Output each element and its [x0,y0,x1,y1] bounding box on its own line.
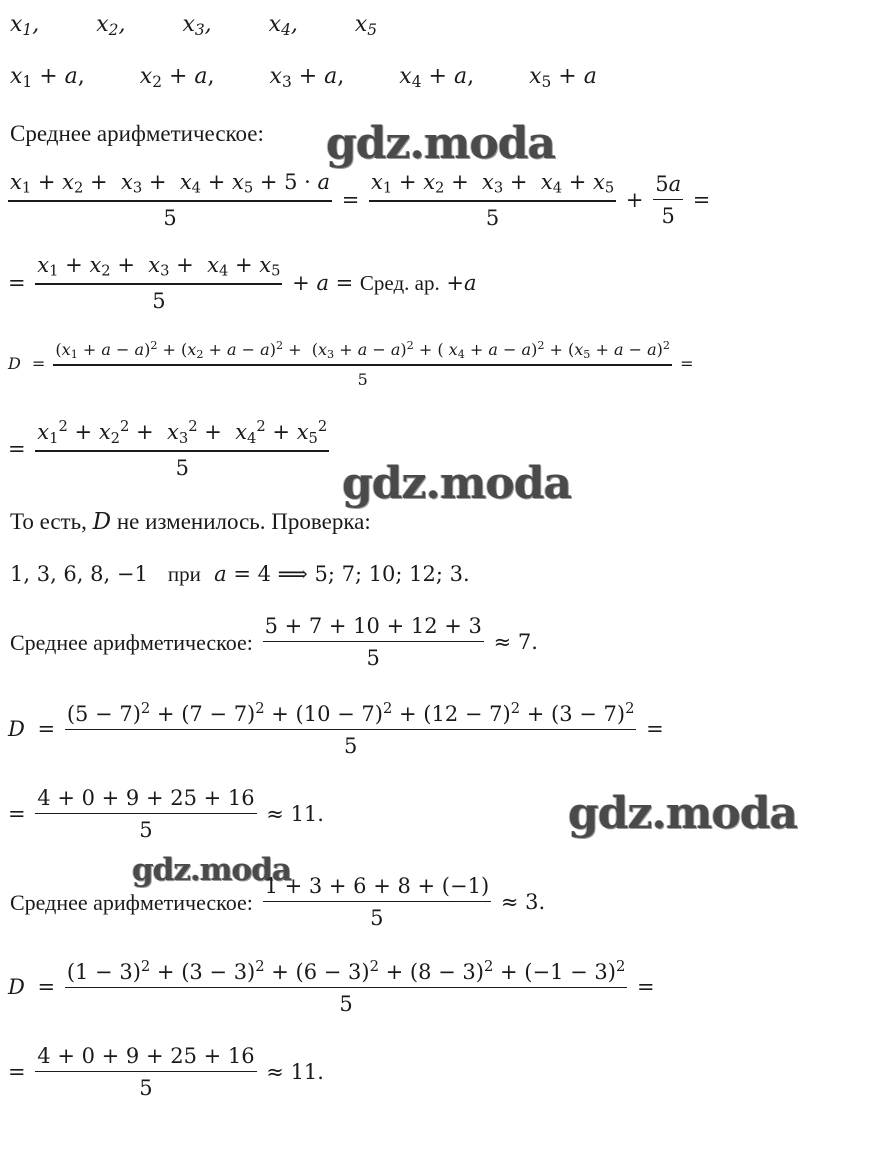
variance-result: = $\frac{x_1^2 + x_2^2 + x_3^2 + x_4^2 + x_5^2}{5}$ [8,418,328,480]
shifted-variables-row: $x_1 + a$, $x_2 + a$, $x_3 + a$, $x_4 + a$, $x_5 + a$ [10,64,597,91]
shift-mean-formula: $\frac{x_1 + x_2 + x_3 + x_4 + x_5 + 5 \cdot a}{5}$ = $\frac{x_1 + x_2 + x_3 + x_4 + x_5}{5}$ + $\frac{5a}{5}$ = [10,170,711,230]
mean-check-2: Среднее арифметическое: $\frac{1 + 3 + 6 + 8 + (-1)}{5}$ ≈ 3. [10,874,546,931]
watermark-4: gdz.moda [132,852,291,888]
variance-check-2-result: = $\frac{4 + 0 + 9 + 25 + 16}{5}$ ≈ 11. [8,1044,324,1101]
variance-check-1: D = $\frac{(5 - 7)^2 + (7 - 7)^2 + (10 - 7)^2 + (12 - 7)^2 + (3 - 7)^2}{5}$ = [8,700,664,759]
watermark-2: gdz.moda [342,458,572,509]
variables-row [10,14,377,38]
var-x1: $x_1$, [10,12,40,39]
watermark-1: gdz.moda [326,118,556,169]
variance-check-1-result: = $\frac{4 + 0 + 9 + 25 + 16}{5}$ ≈ 11. [8,786,324,843]
var-x3: $x_3$, [182,12,212,39]
variance-formula: D = $(x_1 + a - a)^2 + (x_2 + a - a)^2 + (x_3 + a - a)^2$ + ( $x_4 + a - a)^2 + (x_5 + a - a)^2$ 5 = [8,339,694,389]
check-line: 1, 3, 6, 8, −1 при a = 4 ⟹ 5; 7; 10; 12; 3. [10,562,470,586]
variance-check-2: D = $\frac{(1 - 3)^2 + (3 - 3)^2 + (6 - 3)^2 + (8 - 3)^2 + (-1 - 3)^2}{5}$ = [8,958,655,1017]
var-x5: $x_5$ [354,12,378,39]
conclusion-text: То есть, D не изменилось. Проверка: [10,509,371,535]
var-x4: $x_4$, [268,12,298,39]
mean-check-1: Среднее арифметическое: $\frac{5 + 7 + 10 + 12 + 3}{5}$ ≈ 7. [10,614,538,671]
var-x2: $x_2$, [96,12,126,39]
watermark-3: gdz.moda [568,788,798,839]
mean-label-1: Среднее арифметическое: [10,121,264,146]
shift-mean-result: = $\frac{x_1 + x_2 + x_3 + x_4 + x_5}{5}$ + a = Сред. ар. +a [8,253,477,313]
